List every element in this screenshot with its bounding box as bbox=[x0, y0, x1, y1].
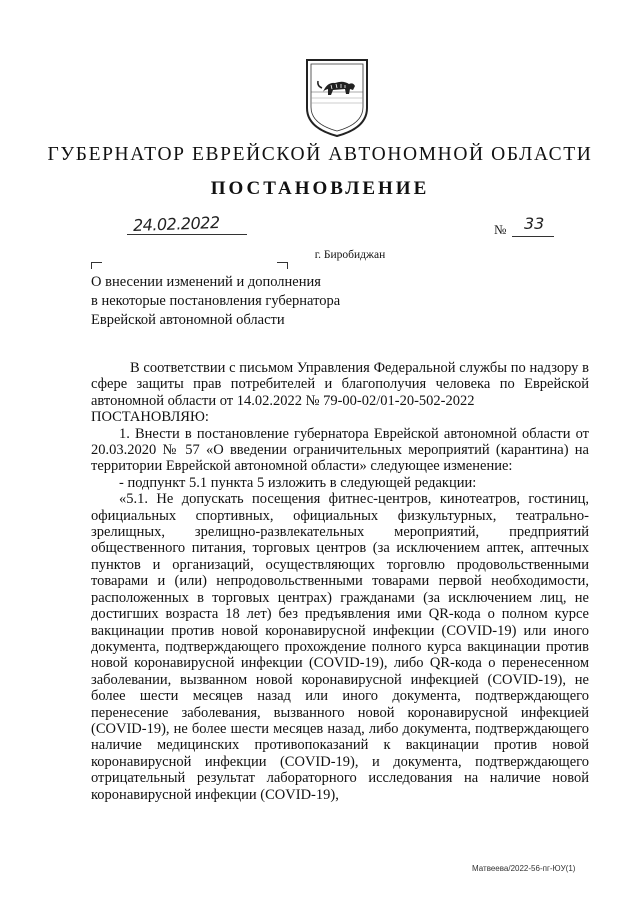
coat-of-arms-emblem bbox=[303, 58, 371, 138]
executor-code: Матвеева/2022-56-пг-ЮУ(1) bbox=[472, 864, 576, 873]
city-name: г. Биробиджан bbox=[314, 249, 386, 261]
subitem-paragraph: - подпункт 5.1 пункта 5 изложить в следующей редакции: bbox=[119, 474, 477, 491]
number-underline bbox=[512, 236, 554, 237]
date-underline bbox=[127, 234, 247, 235]
document-body bbox=[91, 360, 589, 803]
title-line: О внесении изменений и дополнения bbox=[91, 274, 321, 290]
title-bracket-left bbox=[91, 262, 102, 269]
decree-word: ПОСТАНОВЛЯЮ: bbox=[91, 409, 209, 426]
document-type: ПОСТАНОВЛЕНИЕ bbox=[210, 178, 430, 199]
title-bracket-right bbox=[277, 262, 288, 269]
item-1-paragraph: 1. Внести в постановление губернатора Еврейской автономной области от 20.03.2020 № 57 «О введении ограничительных мероприятий (карантина) на территории Еврейской автономной области» следующее изменение: bbox=[91, 425, 589, 475]
issuing-authority: ГУБЕРНАТОР ЕВРЕЙСКОЙ АВТОНОМНОЙ ОБЛАСТИ bbox=[47, 144, 593, 165]
title-line: Еврейской автономной области bbox=[91, 312, 285, 328]
number-label: № bbox=[494, 222, 507, 237]
document-title bbox=[91, 273, 391, 330]
title-line: в некоторые постановления губернатора bbox=[91, 293, 341, 309]
document-number: 33 bbox=[524, 214, 545, 233]
document-date: 24.02.2022 bbox=[132, 212, 220, 235]
preamble-paragraph: В соответствии с письмом Управления Федеральной службы по надзору в сфере защиты прав потребителей и благополучия человека по Еврейской автономной области от 14.02.2022 № 79-00-02/01-20-502-2022 bbox=[91, 360, 589, 409]
quoted-text-paragraph: «5.1. Не допускать посещения фитнес-центров, кинотеатров, гостиниц, официальных спортивных, официальных физкультурных, театрально-зрелищных, зрелищно-развлекательных мероприятий, предприятий общественного питания, торговых центров (за исключением аптек, аптечных пунктов и организаций, осуществляющих торговлю продовольственными товарами и (или) непродовольственными товарами первой необходимости, расположенных в торговых центрах) гражданами (за исключением лиц, не достигших возраста 18 лет) без предъявления ими QR-кода о полном курсе вакцинации против новой коронавирусной инфекции (COVID-19) или иного документа, подтверждающего прохождение полного курса вакцинации против новой коронавирусной инфекции (COVID-19), либо QR-кода о перенесенном заболевании, вызванном новой коронавирусной инфекцией (COVID-19), не более шести месяцев назад или иного документа, подтверждающего перенесение заболевания, вызванного новой коронавирусной инфекцией (COVID-19), не более шести месяцев назад, либо документа, подтверждающего наличие медицинских противопоказаний к вакцинации против новой коронавирусной инфекции (COVID-19), и документа, подтверждающего отрицательный результат лабораторного исследования на наличие новой коронавирусной инфекции (COVID-19), bbox=[91, 491, 589, 803]
